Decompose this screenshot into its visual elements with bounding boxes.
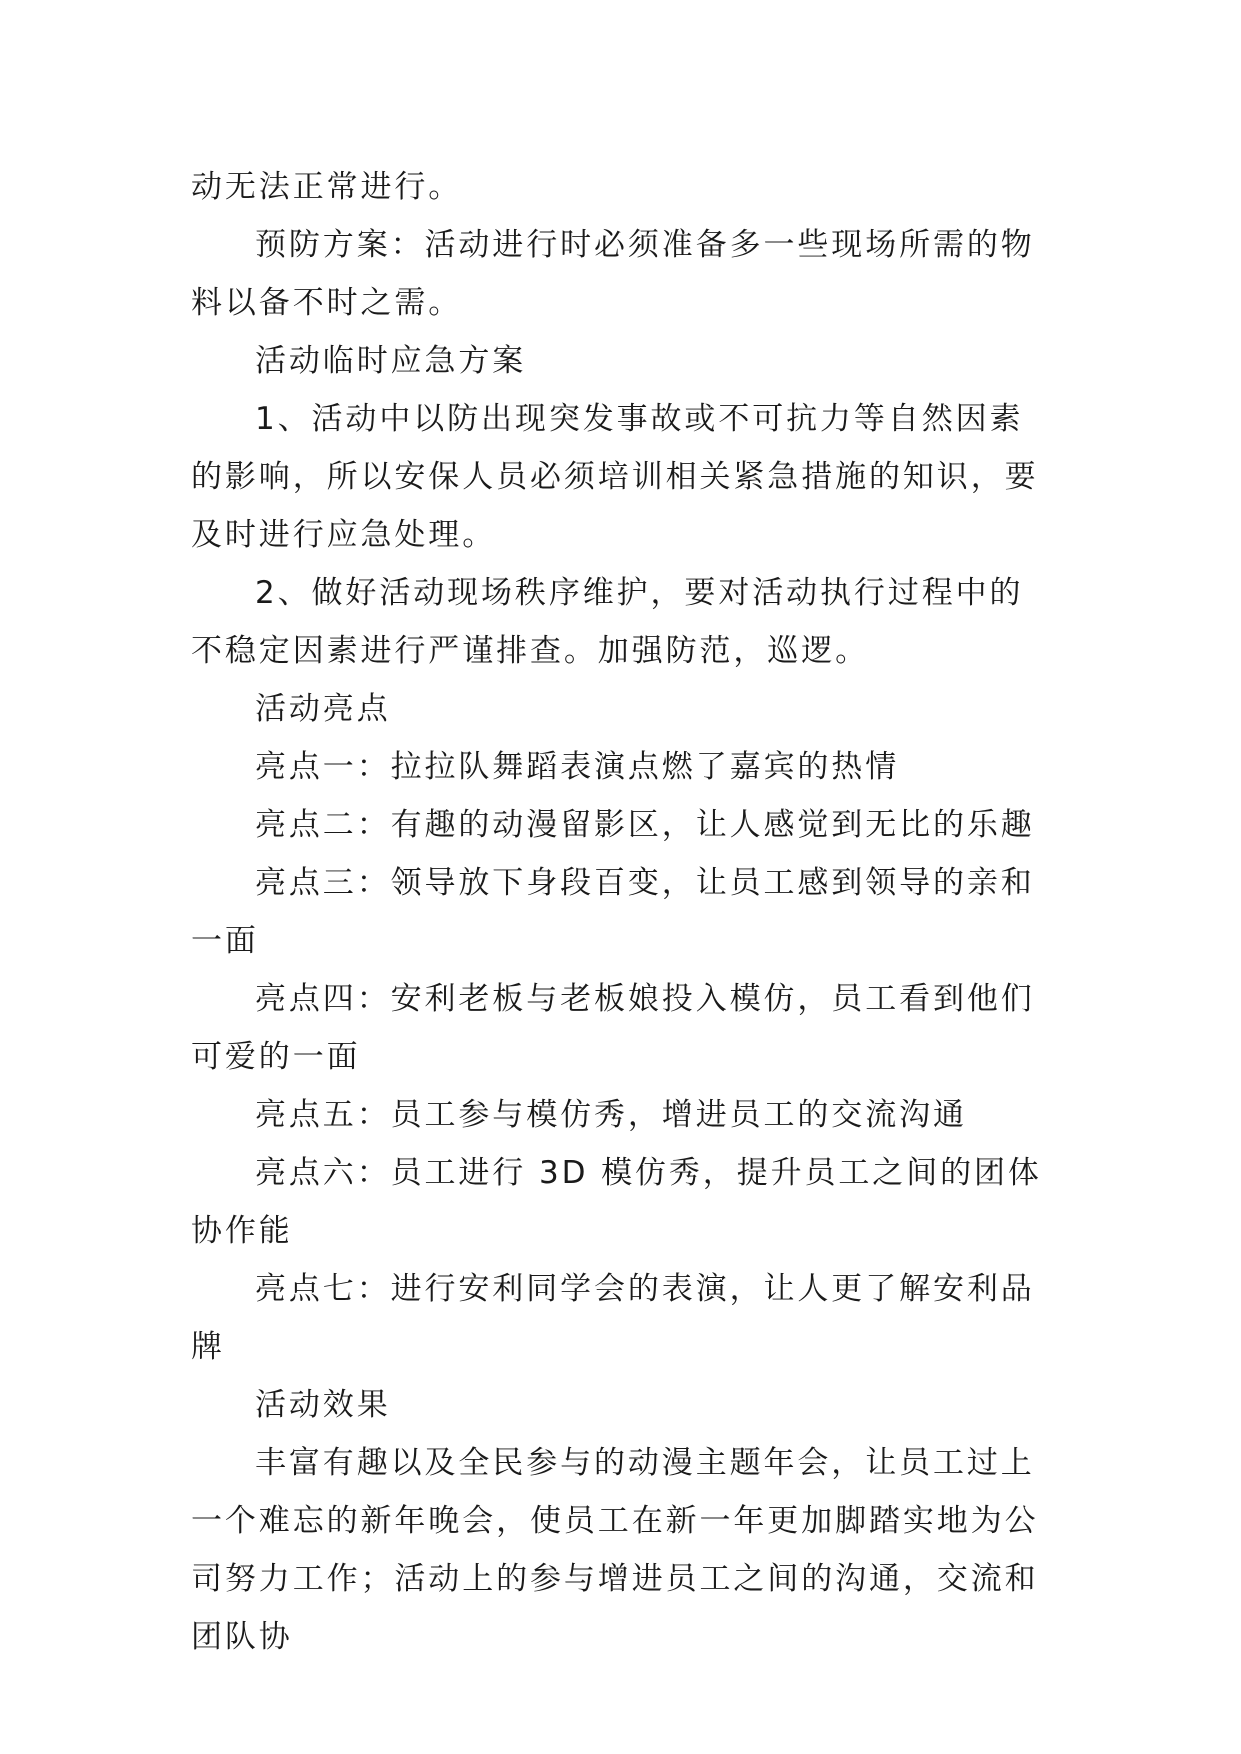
- highlight-item-6: 亮点六：员工进行 3D 模仿秀，提升员工之间的团体协作能: [191, 1155, 1042, 1249]
- highlight-item-1: 亮点一：拉拉队舞蹈表演点燃了嘉宾的热情: [255, 749, 900, 785]
- paragraph-effect: 丰富有趣以及全民参与的动漫主题年会，让员工过上一个难忘的新年晚会，使员工在新一年更加脚踏实地为公司努力工作；活动上的参与增进员工之间的沟通，交流和团队协: [191, 1445, 1039, 1655]
- highlight-item-4: 亮点四：安利老板与老板娘投入模仿，员工看到他们可爱的一面: [191, 981, 1035, 1075]
- paragraph-continuation: 动无法正常进行。: [191, 169, 463, 205]
- section-heading-effect: 活动效果: [255, 1387, 391, 1423]
- highlight-item-2: 亮点二：有趣的动漫留影区，让人感觉到无比的乐趣: [255, 807, 1035, 843]
- paragraph-emergency-item-1: 1、活动中以防出现突发事故或不可抗力等自然因素的影响，所以安保人员必须培训相关紧急措施的知识，要及时进行应急处理。: [191, 401, 1039, 553]
- highlight-item-3: 亮点三：领导放下身段百变，让员工感到领导的亲和一面: [191, 865, 1035, 959]
- highlight-item-5: 亮点五：员工参与模仿秀，增进员工的交流沟通: [255, 1097, 967, 1133]
- paragraph-emergency-item-2: 2、做好活动现场秩序维护，要对活动执行过程中的不稳定因素进行严谨排查。加强防范，巡逻。: [191, 575, 1024, 669]
- section-heading-highlights: 活动亮点: [255, 691, 391, 727]
- section-heading-emergency-plan: 活动临时应急方案: [255, 343, 527, 379]
- paragraph-prevention-plan: 预防方案：活动进行时必须准备多一些现场所需的物料以备不时之需。: [191, 227, 1035, 321]
- document-body: [191, 158, 1051, 1666]
- highlight-item-7: 亮点七：进行安利同学会的表演，让人更了解安利品牌: [191, 1271, 1035, 1365]
